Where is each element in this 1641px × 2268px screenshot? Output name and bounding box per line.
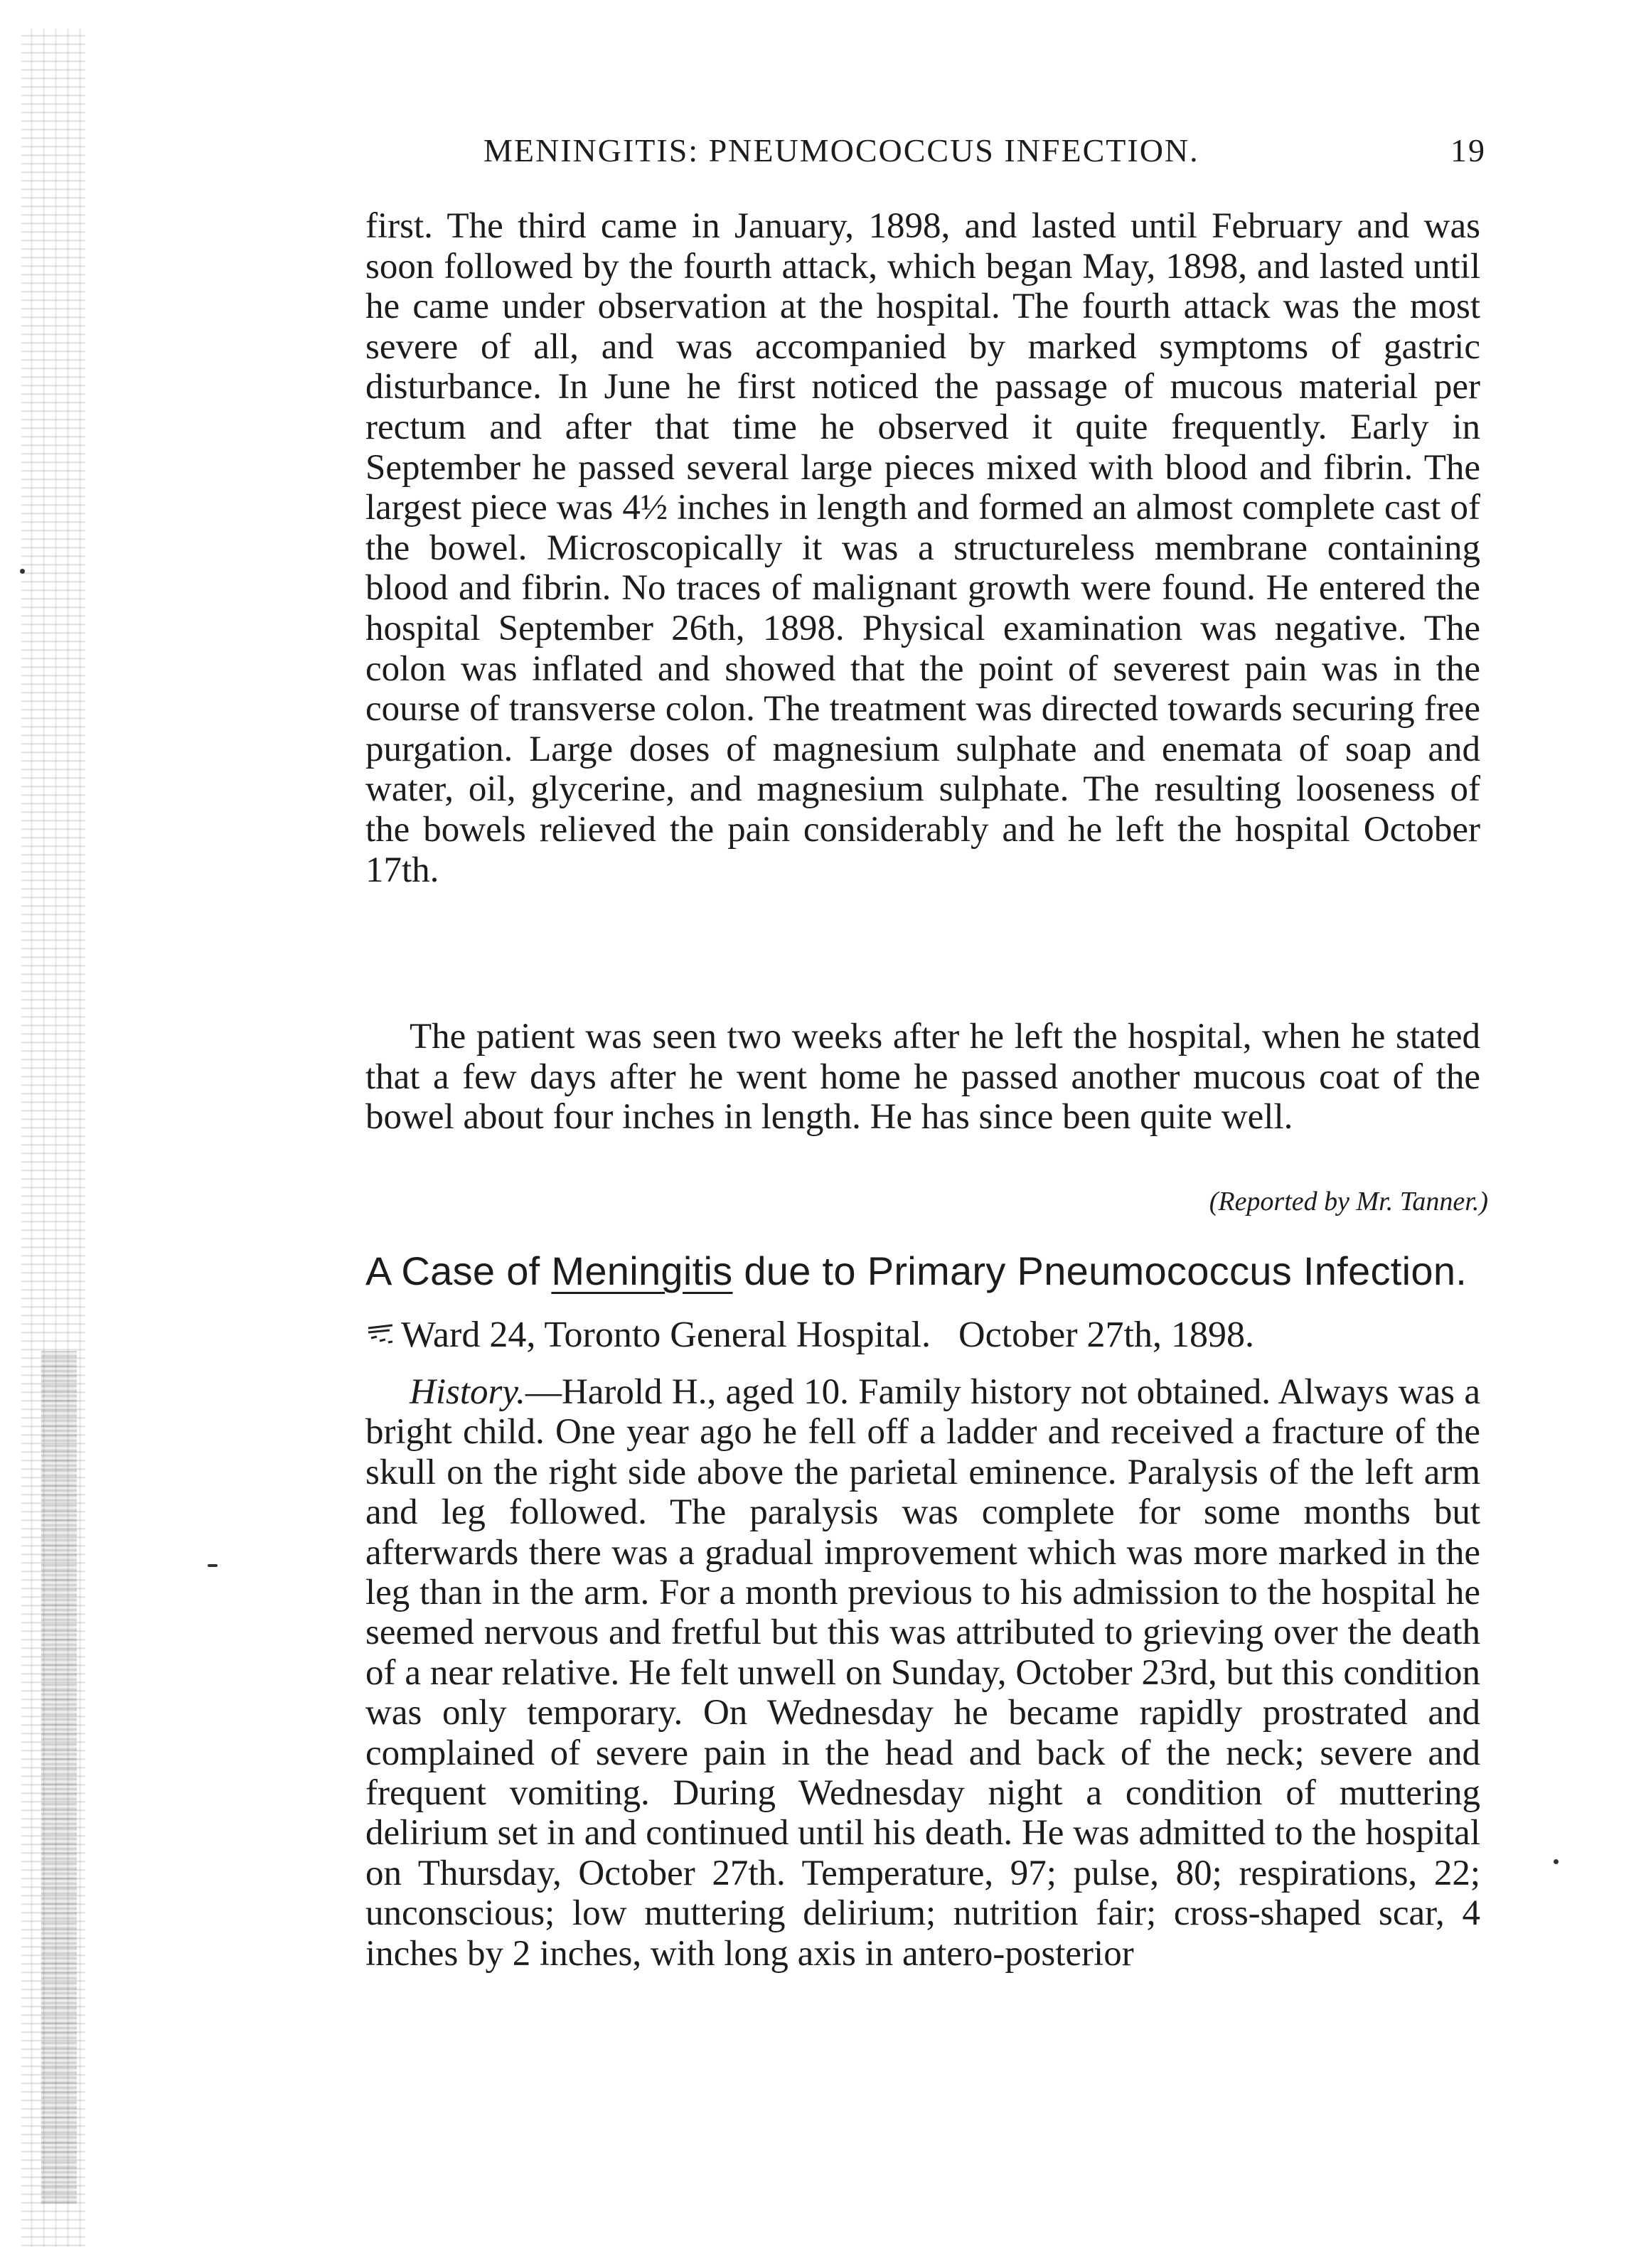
running-header-title: MENINGITIS: PNEUMOCOCCUS INFECTION.	[483, 132, 1199, 169]
reported-by-note: (Reported by Mr. Tanner.)	[1209, 1187, 1488, 1216]
case-heading-suffix: due to Primary Pneumococcus Infection.	[732, 1248, 1468, 1293]
follow-up-paragraph	[365, 1017, 1480, 1138]
running-header	[483, 132, 1486, 181]
ward-dateline	[365, 1314, 1254, 1356]
paragraph-text: first. The third came in January, 1898, and lasted until February and was soon followed by the fourth attack, which began May, 1898, and lasted until he came under observation at the hospital. The fourth attack was the most severe of all, and was accompanied by marked symptoms of gastric disturbance. In June he first noticed the passage of mucous material per rectum and after that time he observed it quite frequently. Early in September he passed several large pieces mixed with blood and fibrin. The largest piece was 4½ inches in length and formed an almost complete cast of the bowel. Microscopically it was a structureless membrane containing blood and fibrin. No traces of malignant growth were found. He entered the hospital September 26th, 1898. Physical examination was negative. The colon was inflated and showed that the point of severest pain was in the course of transverse colon. The treatment was directed towards securing free purgation. Large doses of magnesium sulphate and enemata of soap and water, oil, glycerine, and magnesium sulphate. The resulting looseness of the bowels relieved the pain considerably and he left the hospital October 17th.	[365, 206, 1480, 890]
paragraph-text: The patient was seen two weeks after he left the hospital, when he stated that a few days after he went home he passed another mucous coat of the bowel about four inches in length. He has since been quite well.	[365, 1017, 1480, 1138]
printer-mark-icon	[365, 1322, 397, 1348]
history-label: History.	[410, 1372, 525, 1412]
case-continuation-paragraph	[365, 206, 1480, 890]
paragraph-text	[365, 1372, 1480, 1974]
stray-ink-dot	[20, 569, 25, 574]
history-body: —Harold H., aged 10. Family history not obtained. Always was a bright child. One year ago he fell off a ladder and received a fracture of the skull on the right side above the parietal eminence. Paralysis of the left arm and leg followed. The paralysis was complete for some months but afterwards there was a gradual improvement which was more marked in the leg than in the arm. For a month previous to his admission to the hospital he seemed nervous and fretful but this was attributed to grieving over the death of a near relative. He felt unwell on Sunday, October 23rd, but this condition was only temporary. On Wednesday he became rapidly prostrated and complained of severe pain in the head and back of the neck; severe and frequent vomiting. During Wednesday night a condition of muttering delirium set in and continued until his death. He was admitted to the hospital on Thursday, October 27th. Temperature, 97; pulse, 80; respirations, 22; unconscious; low muttering delirium; nutrition fair; cross-shaped scar, 4 inches by 2 inches, with long axis in antero-posterior	[365, 1372, 1480, 1974]
scan-binding-shadow	[41, 1351, 77, 2204]
stray-ink-dot	[1554, 1859, 1559, 1864]
history-paragraph	[365, 1372, 1480, 1974]
case-heading-prefix: A Case of	[365, 1248, 552, 1293]
ward-dateline-text: Ward 24, Toronto General Hospital. October 27th, 1898.	[401, 1315, 1254, 1355]
case-heading-keyword: Meningitis	[551, 1248, 733, 1293]
case-heading	[365, 1248, 1496, 1294]
stray-ink-dot	[208, 1564, 218, 1567]
page-number: 19	[1450, 132, 1486, 169]
